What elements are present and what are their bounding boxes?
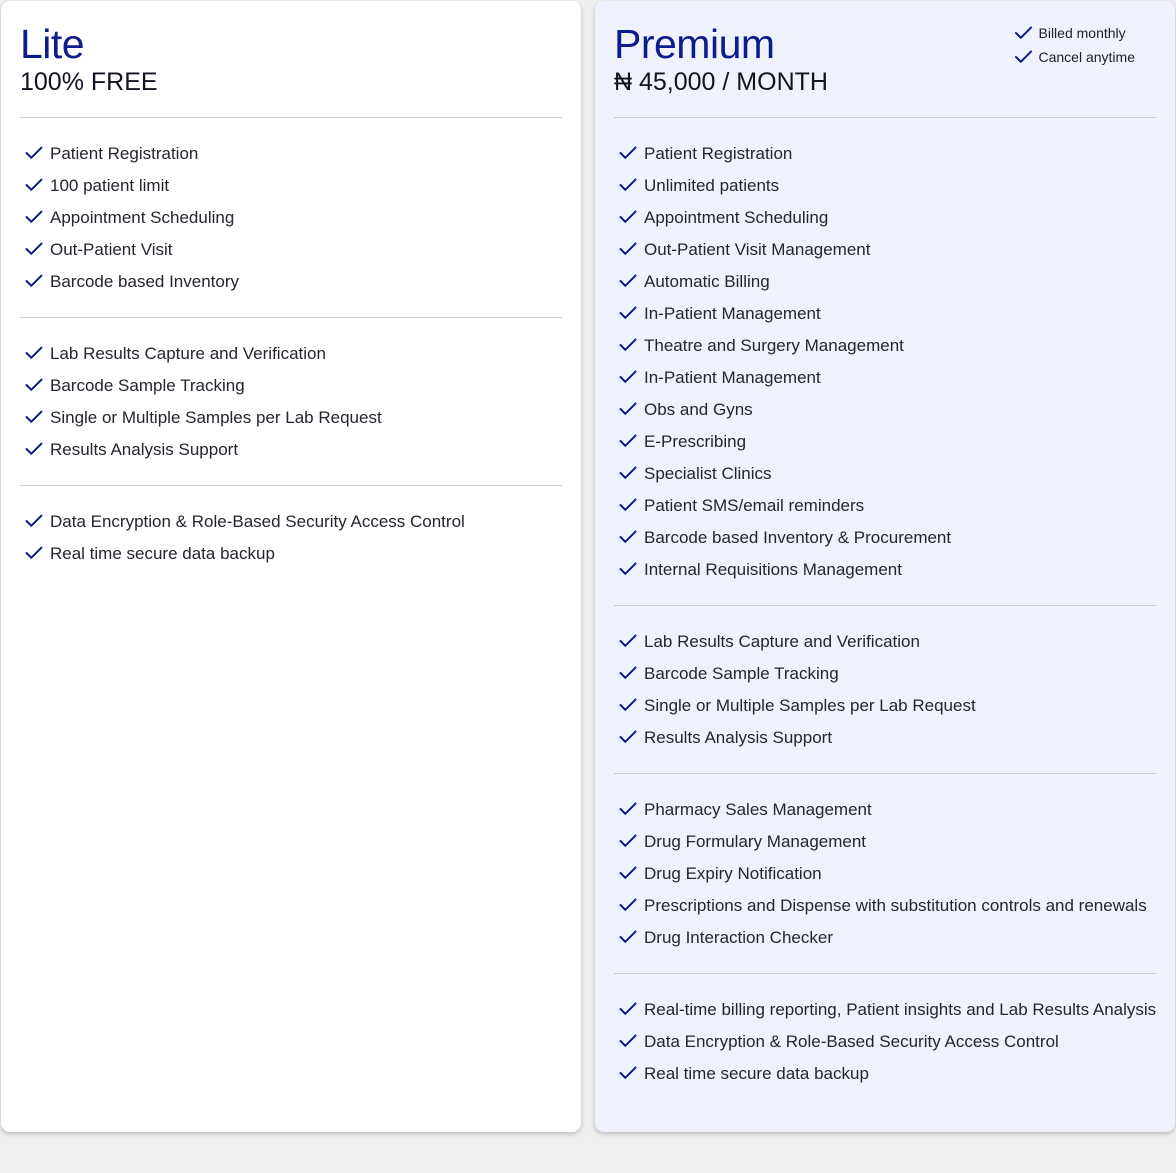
feature-item [20,402,562,434]
feature-item [614,922,1156,954]
feature-label: Drug Expiry Notification [644,864,822,883]
check-icon [25,378,43,392]
check-icon [619,666,637,680]
feature-label: Unlimited patients [644,176,780,195]
billing-terms [1014,21,1136,69]
check-icon [619,1066,637,1080]
feature-item [20,138,562,170]
feature-group [614,974,1156,1109]
feature-item [614,330,1156,362]
check-icon [619,338,637,352]
feature-label: Patient SMS/email reminders [644,496,865,515]
check-icon [619,834,637,848]
feature-item [20,538,562,570]
feature-label: Barcode based Inventory [50,272,240,291]
feature-label: Patient Registration [50,144,199,163]
check-icon [619,634,637,648]
check-icon [25,178,43,192]
feature-item [20,506,562,538]
check-icon [619,698,637,712]
lite-plan-price: 100% FREE [20,68,158,96]
feature-group [20,118,562,317]
check-icon [619,370,637,384]
billed-monthly-note [1014,21,1136,45]
feature-group [20,318,562,485]
check-icon [619,730,637,744]
billing-label: Cancel anytime [1038,49,1135,65]
check-icon [619,146,637,160]
check-icon [619,306,637,320]
feature-label: Drug Interaction Checker [644,928,833,947]
check-icon [619,530,637,544]
cancel-anytime-note [1014,45,1136,69]
check-icon [619,562,637,576]
feature-item [614,170,1156,202]
check-icon [25,274,43,288]
feature-label: Drug Formulary Management [644,832,867,851]
check-icon [619,274,637,288]
feature-label: Real time secure data backup [644,1064,869,1083]
check-icon [619,434,637,448]
feature-label: Lab Results Capture and Verification [644,632,920,651]
feature-group [20,486,562,589]
feature-label: Pharmacy Sales Management [644,800,872,819]
feature-group [614,118,1156,605]
check-icon [619,802,637,816]
feature-item [614,626,1156,658]
feature-label: Lab Results Capture and Verification [50,344,326,363]
feature-label: Internal Requisitions Management [644,560,902,579]
feature-item [20,234,562,266]
feature-item [614,490,1156,522]
feature-item [614,890,1156,922]
check-icon [25,146,43,160]
feature-item [614,858,1156,890]
check-icon [619,498,637,512]
check-icon [619,1002,637,1016]
feature-label: In-Patient Management [644,368,821,387]
feature-item [20,338,562,370]
feature-item [614,202,1156,234]
feature-item [614,426,1156,458]
check-icon [25,442,43,456]
feature-label: Patient Registration [644,144,793,163]
premium-plan-name: Premium [614,21,775,67]
feature-item [20,370,562,402]
check-icon [619,466,637,480]
premium-plan-price: ₦ 45,000 / MONTH [614,68,828,96]
feature-label: Real-time billing reporting, Patient insights and Lab Results Analysis [644,1000,1157,1019]
premium-feature-groups [614,118,1156,1109]
check-icon [1014,50,1033,64]
feature-item [614,298,1156,330]
check-icon [619,178,637,192]
check-icon [1014,26,1033,40]
check-icon [619,210,637,224]
check-icon [619,930,637,944]
feature-label: Barcode Sample Tracking [644,664,839,683]
feature-item [20,434,562,466]
feature-item [614,234,1156,266]
feature-label: Barcode based Inventory & Procurement [644,528,952,547]
feature-label: Appointment Scheduling [644,208,829,227]
feature-label: Prescriptions and Dispense with substitution controls and renewals [644,896,1147,915]
feature-item [614,362,1156,394]
billing-label: Billed monthly [1038,25,1126,41]
check-icon [25,242,43,256]
check-icon [619,1034,637,1048]
check-icon [619,402,637,416]
feature-item [614,794,1156,826]
feature-label: Data Encryption & Role-Based Security Access Control [50,512,465,531]
check-icon [25,410,43,424]
feature-label: 100 patient limit [50,176,170,195]
feature-item [614,394,1156,426]
feature-label: Barcode Sample Tracking [50,376,245,395]
feature-item [614,266,1156,298]
feature-item [20,202,562,234]
feature-label: Out-Patient Visit Management [644,240,871,259]
lite-feature-groups [20,118,562,589]
feature-item [614,554,1156,586]
feature-item [20,170,562,202]
feature-item [614,458,1156,490]
feature-label: Out-Patient Visit [50,240,173,259]
feature-item [614,138,1156,170]
lite-plan-name: Lite [20,21,85,67]
feature-item [614,690,1156,722]
feature-label: Single or Multiple Samples per Lab Request [644,696,976,715]
premium-plan-card [595,1,1175,1132]
feature-item [614,994,1156,1026]
feature-group [614,774,1156,973]
feature-item [614,522,1156,554]
check-icon [25,546,43,560]
feature-label: In-Patient Management [644,304,821,323]
feature-item [614,722,1156,754]
feature-label: Theatre and Surgery Management [644,336,904,355]
feature-label: Single or Multiple Samples per Lab Request [50,408,382,427]
feature-label: Automatic Billing [644,272,770,291]
feature-item [614,1058,1156,1090]
check-icon [619,866,637,880]
check-icon [619,898,637,912]
feature-item [614,658,1156,690]
feature-label: Results Analysis Support [644,728,833,747]
check-icon [25,210,43,224]
feature-label: Data Encryption & Role-Based Security Access Control [644,1032,1059,1051]
feature-label: Specialist Clinics [644,464,772,483]
check-icon [619,242,637,256]
feature-group [614,606,1156,773]
lite-plan-card [1,1,581,1132]
feature-label: Obs and Gyns [644,400,753,419]
check-icon [25,346,43,360]
feature-label: Real time secure data backup [50,544,275,563]
feature-label: Results Analysis Support [50,440,239,459]
check-icon [25,514,43,528]
feature-label: E-Prescribing [644,432,747,451]
feature-item [614,826,1156,858]
feature-item [20,266,562,298]
feature-item [614,1026,1156,1058]
feature-label: Appointment Scheduling [50,208,235,227]
